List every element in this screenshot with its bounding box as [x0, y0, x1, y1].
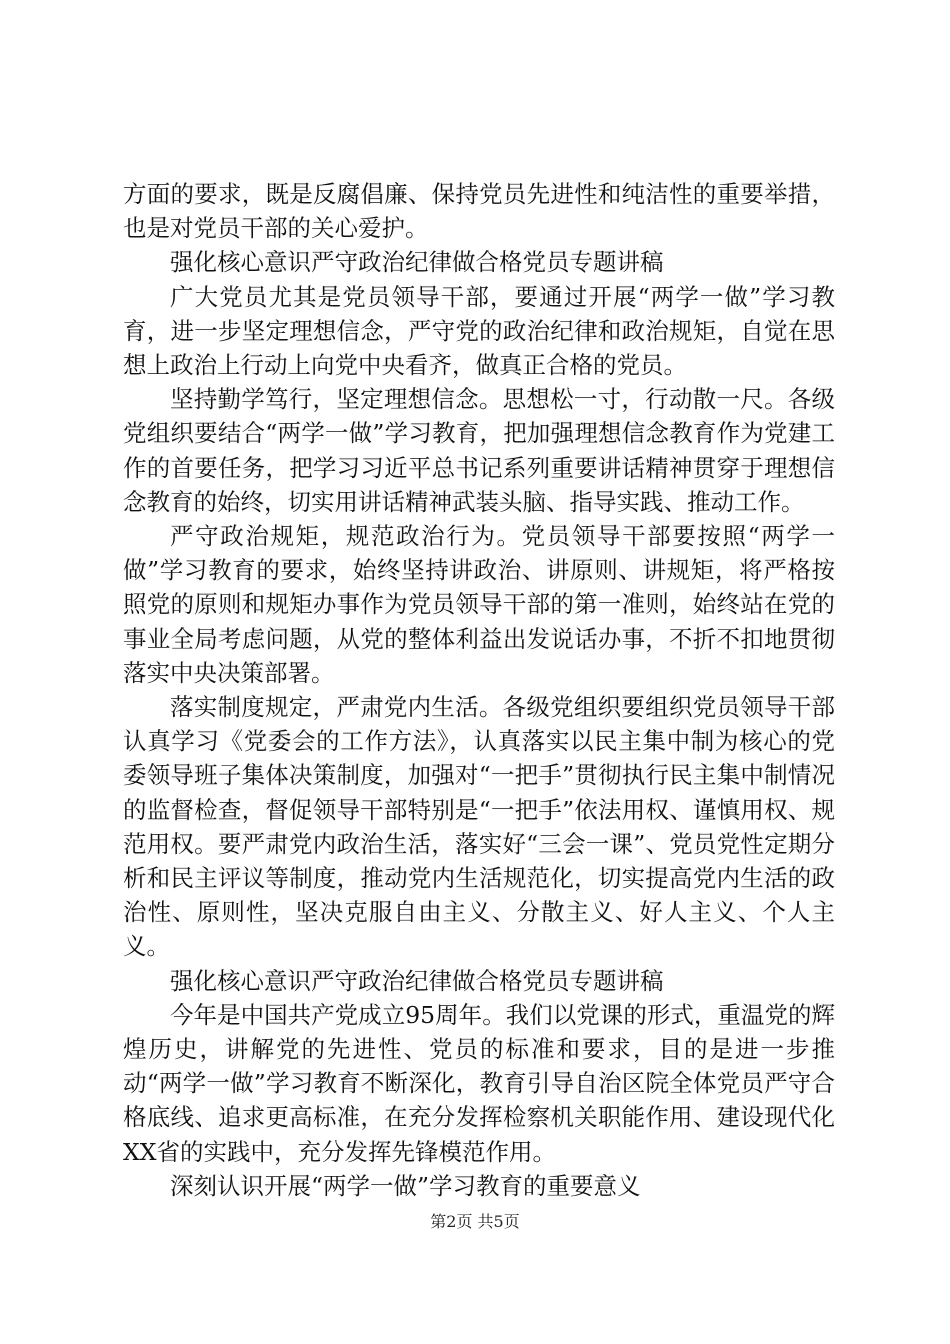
section-heading: 强化核心意识严守政治纪律做合格党员专题讲稿	[170, 966, 664, 995]
paragraph: 广大党员尤其是党员领导干部，要通过开展“两学一做”学习教育，进一步坚定理想信念，严守党的政治纪律和政治规矩，自觉在思想上政治上行动上向党中央看齐，做真正合格的党员。	[123, 282, 835, 380]
paragraph: 今年是中国共产党成立95周年。我们以党课的形式，重温党的辉煌历史，讲解党的先进性、党员的标准和要求，目的是进一步推动“两学一做”学习教育不断深化，教育引导自治区院全体党员严守合格底线、追求更高标准，在充分发挥检察机关职能作用、建设现代化XX省的实践中，充分发挥先锋模范作用。	[123, 1000, 835, 1166]
paragraph-continuation: 方面的要求，既是反腐倡廉、保持党员先进性和纯洁性的重要举措，也是对党员干部的关心爱护。	[123, 180, 835, 243]
paragraph: 坚持勤学笃行，坚定理想信念。思想松一寸，行动散一尺。各级党组织要结合“两学一做”学习教育，把加强理想信念教育作为党建工作的首要任务，把学习习近平总书记系列重要讲话精神贯穿于理想信念教育的始终，切实用讲话精神武装头脑、指导实践、推动工作。	[123, 385, 835, 516]
paragraph: 落实制度规定，严肃党内生活。各级党组织要组织党员领导干部认真学习《党委会的工作方法》，认真落实以民主集中制为核心的党委领导班子集体决策制度，加强对“一把手”贯彻执行民主集中制情况的监督检查，督促领导干部特别是“一把手”依法用权、谨慎用权、规范用权。要严肃党内政治生活，落实好“三会一课”、党员党性定期分析和民主评议等制度，推动党内生活规范化，切实提高党内生活的政治性、原则性，坚决克服自由主义、分散主义、好人主义、个人主义。	[123, 693, 835, 961]
page-number-footer: 第2页 共5页	[430, 1212, 520, 1231]
section-subheading: 深刻认识开展“两学一做”学习教育的重要意义	[170, 1171, 641, 1200]
section-heading: 强化核心意识严守政治纪律做合格党员专题讲稿	[170, 248, 664, 277]
document-body	[123, 177, 835, 1203]
paragraph: 严守政治规矩，规范政治行为。党员领导干部要按照“两学一做”学习教育的要求，始终坚持讲政治、讲原则、讲规矩，将严格按照党的原则和规矩办事作为党员领导干部的第一准则，始终站在党的事业全局考虑问题，从党的整体利益出发说话办事，不折不扣地贯彻落实中央决策部署。	[123, 522, 835, 687]
